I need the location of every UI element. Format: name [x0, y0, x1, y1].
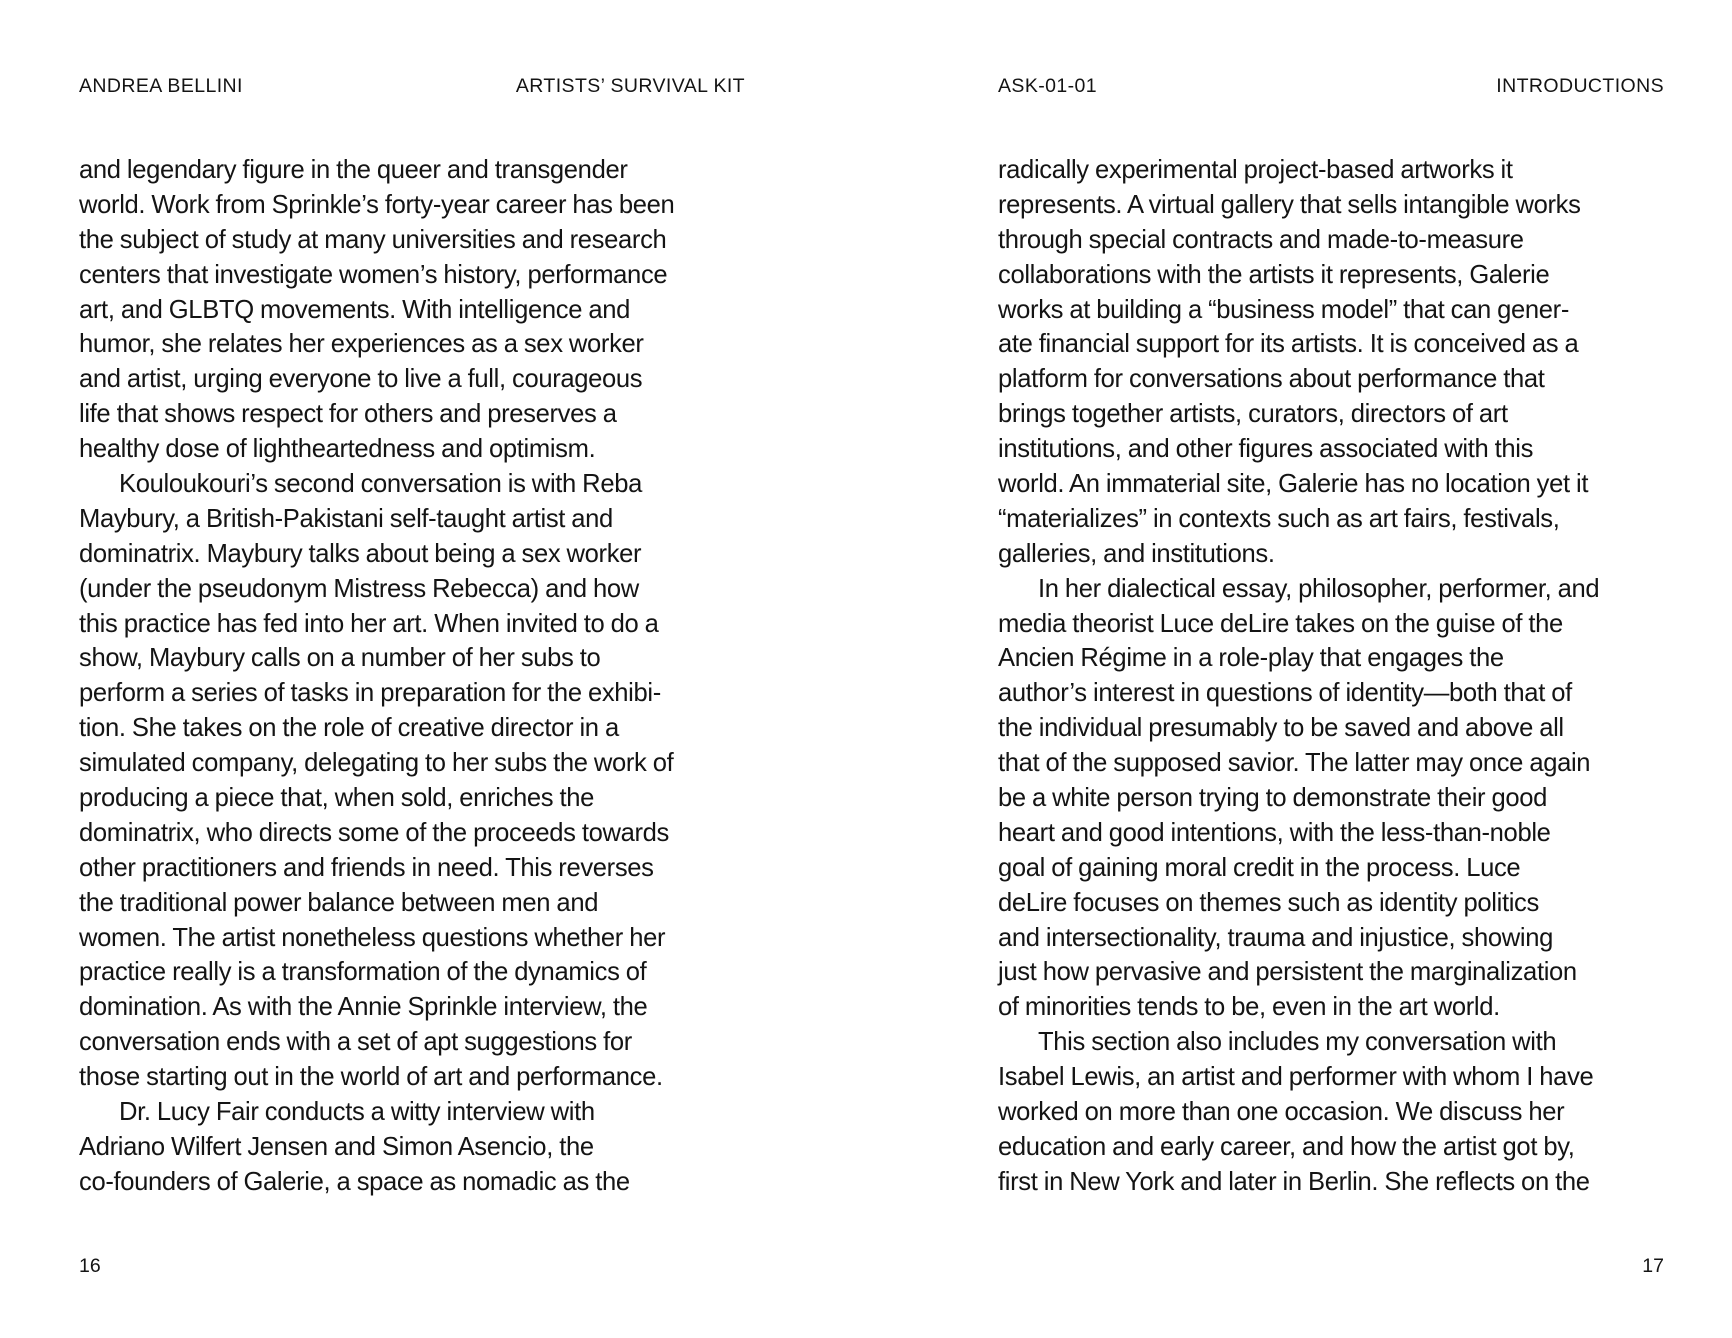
text-line: perform a series of tasks in preparation for the exhibi-: [79, 679, 661, 708]
left-page: [79, 0, 745, 1338]
text-line: art, and GLBTQ movements. With intelligence and: [79, 295, 630, 324]
text-line: those starting out in the world of art and performance.: [79, 1063, 663, 1092]
text-line: show, Maybury calls on a number of her subs to: [79, 644, 601, 673]
text-line: dominatrix, who directs some of the proceeds towards: [79, 818, 669, 847]
text-line: radically experimental project-based artworks it: [998, 156, 1513, 184]
text-line: and intersectionality, trauma and injustice, showing: [998, 923, 1553, 952]
text-line: life that shows respect for others and preserves a: [79, 400, 617, 429]
text-line: represents. A virtual gallery that sells intangible works: [998, 190, 1581, 219]
text-line: other practitioners and friends in need. This reverses: [79, 853, 654, 882]
text-line: education and early career, and how the artist got by,: [998, 1132, 1575, 1161]
text-line: collaborations with the artists it represents, Galerie: [998, 260, 1550, 289]
text-line: dominatrix. Maybury talks about being a sex worker: [79, 539, 642, 568]
text-line: (under the pseudonym Mistress Rebecca) and how: [79, 574, 639, 603]
text-line: brings together artists, curators, directors of art: [998, 400, 1508, 429]
page-number: 17: [1642, 1255, 1664, 1277]
text-line: domination. As with the Annie Sprinkle interview, the: [79, 993, 648, 1022]
text-line: that of the supposed savior. The latter may once again: [998, 749, 1591, 778]
text-line: producing a piece that, when sold, enriches the: [79, 784, 595, 813]
text-line: this practice has fed into her art. When invited to do a: [79, 609, 659, 638]
text-line: co-founders of Galerie, a space as nomadic as the: [79, 1167, 630, 1196]
text-line: first in New York and later in Berlin. She reflects on the: [998, 1167, 1590, 1196]
text-line: practice really is a transformation of the dynamics of: [79, 958, 647, 987]
text-line: through special contracts and made-to-measure: [998, 225, 1524, 254]
page-number: 16: [79, 1255, 101, 1277]
paragraph-start-line: This section also includes my conversation with: [1038, 1028, 1557, 1057]
text-line: centers that investigate women’s history, performance: [79, 260, 668, 289]
right-body-text: [998, 153, 1664, 1200]
text-line: of minorities tends to be, even in the art world.: [998, 993, 1500, 1022]
text-line: works at building a “business model” that can gener-: [998, 295, 1570, 324]
paragraph-start-line: Kouloukouri’s second conversation is with Reba: [119, 470, 642, 499]
text-line: heart and good intentions, with the less-than-noble: [998, 818, 1551, 847]
text-line: media theorist Luce deLire takes on the guise of the: [998, 609, 1563, 638]
text-line: tion. She takes on the role of creative director in a: [79, 714, 619, 743]
paragraph-start-line: In her dialectical essay, philosopher, performer, and: [1038, 574, 1600, 603]
text-line: world. An immaterial site, Galerie has no location yet it: [998, 470, 1589, 499]
section-code: ASK-01-01: [998, 75, 1097, 97]
text-line: galleries, and institutions.: [998, 539, 1275, 568]
text-line: author’s interest in questions of identity—both that of: [998, 679, 1572, 708]
left-running-head: [79, 74, 745, 98]
text-line: humor, she relates her experiences as a sex worker: [79, 330, 644, 359]
text-line: and artist, urging everyone to live a full, courageous: [79, 365, 643, 394]
author-name: ANDREA BELLINI: [79, 75, 243, 97]
text-line: just how pervasive and persistent the marginalization: [998, 958, 1577, 987]
book-title: ARTISTS’ SURVIVAL KIT: [515, 75, 745, 97]
text-line: deLire focuses on themes such as identity politics: [998, 888, 1539, 917]
text-line: goal of gaining moral credit in the process. Luce: [998, 853, 1521, 882]
text-line: worked on more than one occasion. We discuss her: [998, 1098, 1565, 1127]
text-line: be a white person trying to demonstrate their good: [998, 784, 1548, 813]
text-line: Adriano Wilfert Jensen and Simon Asencio, the: [79, 1132, 594, 1161]
text-line: platform for conversations about performance that: [998, 365, 1545, 394]
text-line: the individual presumably to be saved and above all: [998, 714, 1564, 743]
right-running-head: [998, 74, 1664, 98]
left-body-text: [79, 153, 745, 1200]
text-line: conversation ends with a set of apt suggestions for: [79, 1028, 632, 1057]
section-title: INTRODUCTIONS: [1496, 75, 1664, 97]
text-line: healthy dose of lightheartedness and optimism.: [79, 435, 596, 464]
right-page: [998, 0, 1664, 1338]
text-line: “materializes” in contexts such as art fairs, festivals,: [998, 504, 1560, 533]
text-line: simulated company, delegating to her subs the work of: [79, 749, 674, 778]
text-line: women. The artist nonetheless questions whether her: [79, 923, 666, 952]
text-line: ate financial support for its artists. It is conceived as a: [998, 330, 1579, 359]
text-line: Maybury, a British-Pakistani self-taught artist and: [79, 504, 613, 533]
text-line: and legendary figure in the queer and transgender: [79, 156, 628, 184]
text-line: the traditional power balance between men and: [79, 888, 599, 917]
paragraph-start-line: Dr. Lucy Fair conducts a witty interview with: [119, 1098, 595, 1127]
text-line: the subject of study at many universities and research: [79, 225, 667, 254]
text-line: Isabel Lewis, an artist and performer with whom I have: [998, 1063, 1594, 1092]
text-line: institutions, and other figures associated with this: [998, 435, 1534, 464]
text-line: world. Work from Sprinkle’s forty-year career has been: [79, 190, 675, 219]
text-line: Ancien Régime in a role-play that engages the: [998, 644, 1504, 673]
